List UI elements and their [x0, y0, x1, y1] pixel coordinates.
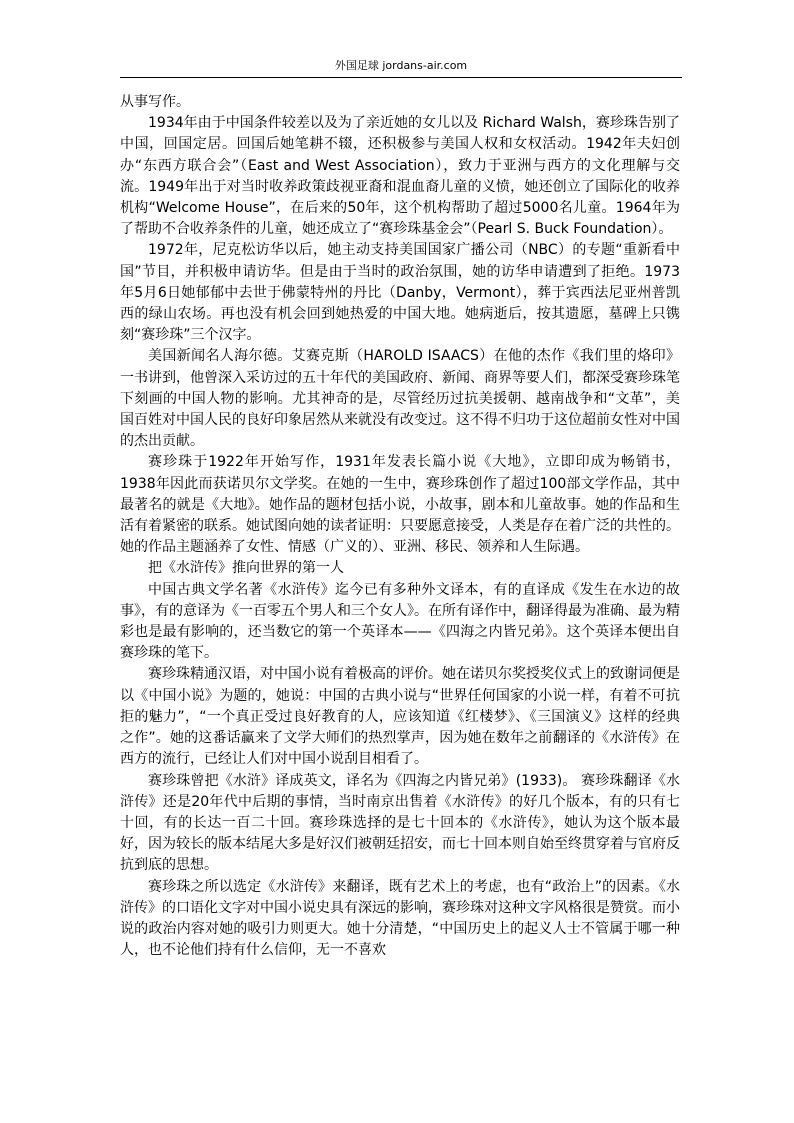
paragraph-writing-career: 赛珍珠于1922年开始写作，1931年发表长篇小说《大地》，立即印成为畅销书，1938年因此而获诺贝尔文学奖。在她的一生中，赛珍珠创作了超过100部文学作品，其中最著名的就是《大地》。她作品的题材包括小说，小故事，剧本和儿童故事。她的作品和生活有着紧密的联系。她试图向她的读者证明：只要愿意接受，人类是存在着广泛的共性的。她的作品主题涵养了女性、情感（广义的）、亚洲、移民、领养和人生际遇。	[120, 454, 680, 556]
header-divider	[120, 77, 682, 78]
paragraph-nobel-speech: 赛珍珠精通汉语，对中国小说有着极高的评价。她在诺贝尔奖授奖仪式上的致谢词便是以《中国小说》为题的，她说：中国的古典小说与“世界任何国家的小说一样，有着不可抗拒的魅力”，“一个真正受过良好教育的人，应该知道《红楼梦》、《三国演义》这样的经典之作”。她的这番话赢来了文学大师们的热烈掌声，因为她在数年之前翻译的《水浒传》在西方的流行，已经让人们对中国小说刮目相看了。	[120, 666, 680, 768]
paragraph-nixon-visit: 1972年，尼克松访华以后，她主动支持美国国家广播公司（NBC）的专题“重新看中国”节目，并积极申请访华。但是由于当时的政治氛围，她的访华申请遭到了拒绝。1973年5月6日她郁郁中去世于佛蒙特州的丹比（Danby，Vermont），葬于宾西法尼亚州普凯西的绿山农场。再也没有机会回到她热爱的中国大地。她病逝后，按其遗愿，墓碑上只镌刻“赛珍珠”三个汉字。	[120, 242, 680, 344]
paragraph-harold-isaacs: 美国新闻名人海尔德。艾赛克斯（HAROLD ISAACS）在他的杰作《我们里的烙印》一书讲到，他曾深入采访过的五十年代的美国政府、新闻、商界等要人们，都深受赛珍珠笔下刻画的中国人物的影响。尤其神奇的是，尽管经历过抗美援朝、越南战争和“文革”，美国百姓对中国人民的良好印象居然从来就没有改变过。这不得不归功于这位超前女性对中国的杰出贡献。	[120, 348, 680, 450]
article-body	[120, 92, 680, 961]
paragraph-translation-version: 赛珍珠曾把《水浒》译成英文，译名为《四海之内皆兄弟》(1933)。 赛珍珠翻译《水浒传》还是20年代中后期的事情，当时南京出售着《水浒传》的好几个版本，有的只有七十回，有的长达一百二十回。赛珍珠选择的是七十回本的《水浒传》，她认为这个版本最好，因为较长的版本结尾大多是好汉们被朝廷招安，而七十回本则自始至终贯穿着与官府反抗到底的思想。	[120, 772, 680, 874]
paragraph-water-margin-translations: 中国古典文学名著《水浒传》迄今已有多种外文译本，有的直译成《发生在水边的故事》，有的意译为《一百零五个男人和三个女人》。在所有译作中，翻译得最为准确、最为精彩也是最有影响的，还当数它的第一个英译本——《四海之内皆兄弟》。这个英译本便出自赛珍珠的笔下。	[120, 581, 680, 662]
page-header: 外国足球 jordans-air.com	[334, 59, 468, 72]
paragraph-return-to-america: 1934年由于中国条件较差以及为了亲近她的女儿以及 Richard Walsh，赛珍珠告别了中国，回国定居。回国后她笔耕不辍，还积极参与美国人权和女权活动。1942年夫妇创办“东西方联合会”（East and West Association），致力于亚洲与西方的文化理解与交流。1949年出于对当时收养政策歧视亚裔和混血裔儿童的义愤，她还创立了国际化的收养机构“Welcome House”，在后来的50年，这个机构帮助了超过5000名儿童。1964年为了帮助不合收养条件的儿童，她还成立了“赛珍珠基金会”（Pearl S. Buck Foundation）。	[120, 115, 680, 238]
paragraph-translation-reasons: 赛珍珠之所以选定《水浒传》来翻译，既有艺术上的考虑，也有“政治上”的因素。《水浒传》的口语化文字对中国小说史具有深远的影响，赛珍珠对这种文字风格很是赞赏。而小说的政治内容对她的吸引力则更大。她十分清楚，“中国历史上的起义人士不管属于哪一种人，也不论他们持有什么信仰，无一不喜欢	[120, 878, 680, 959]
section-heading: 把《水浒传》推向世界的第一人	[148, 560, 344, 577]
paragraph-continuation: 从事写作。	[120, 94, 190, 110]
